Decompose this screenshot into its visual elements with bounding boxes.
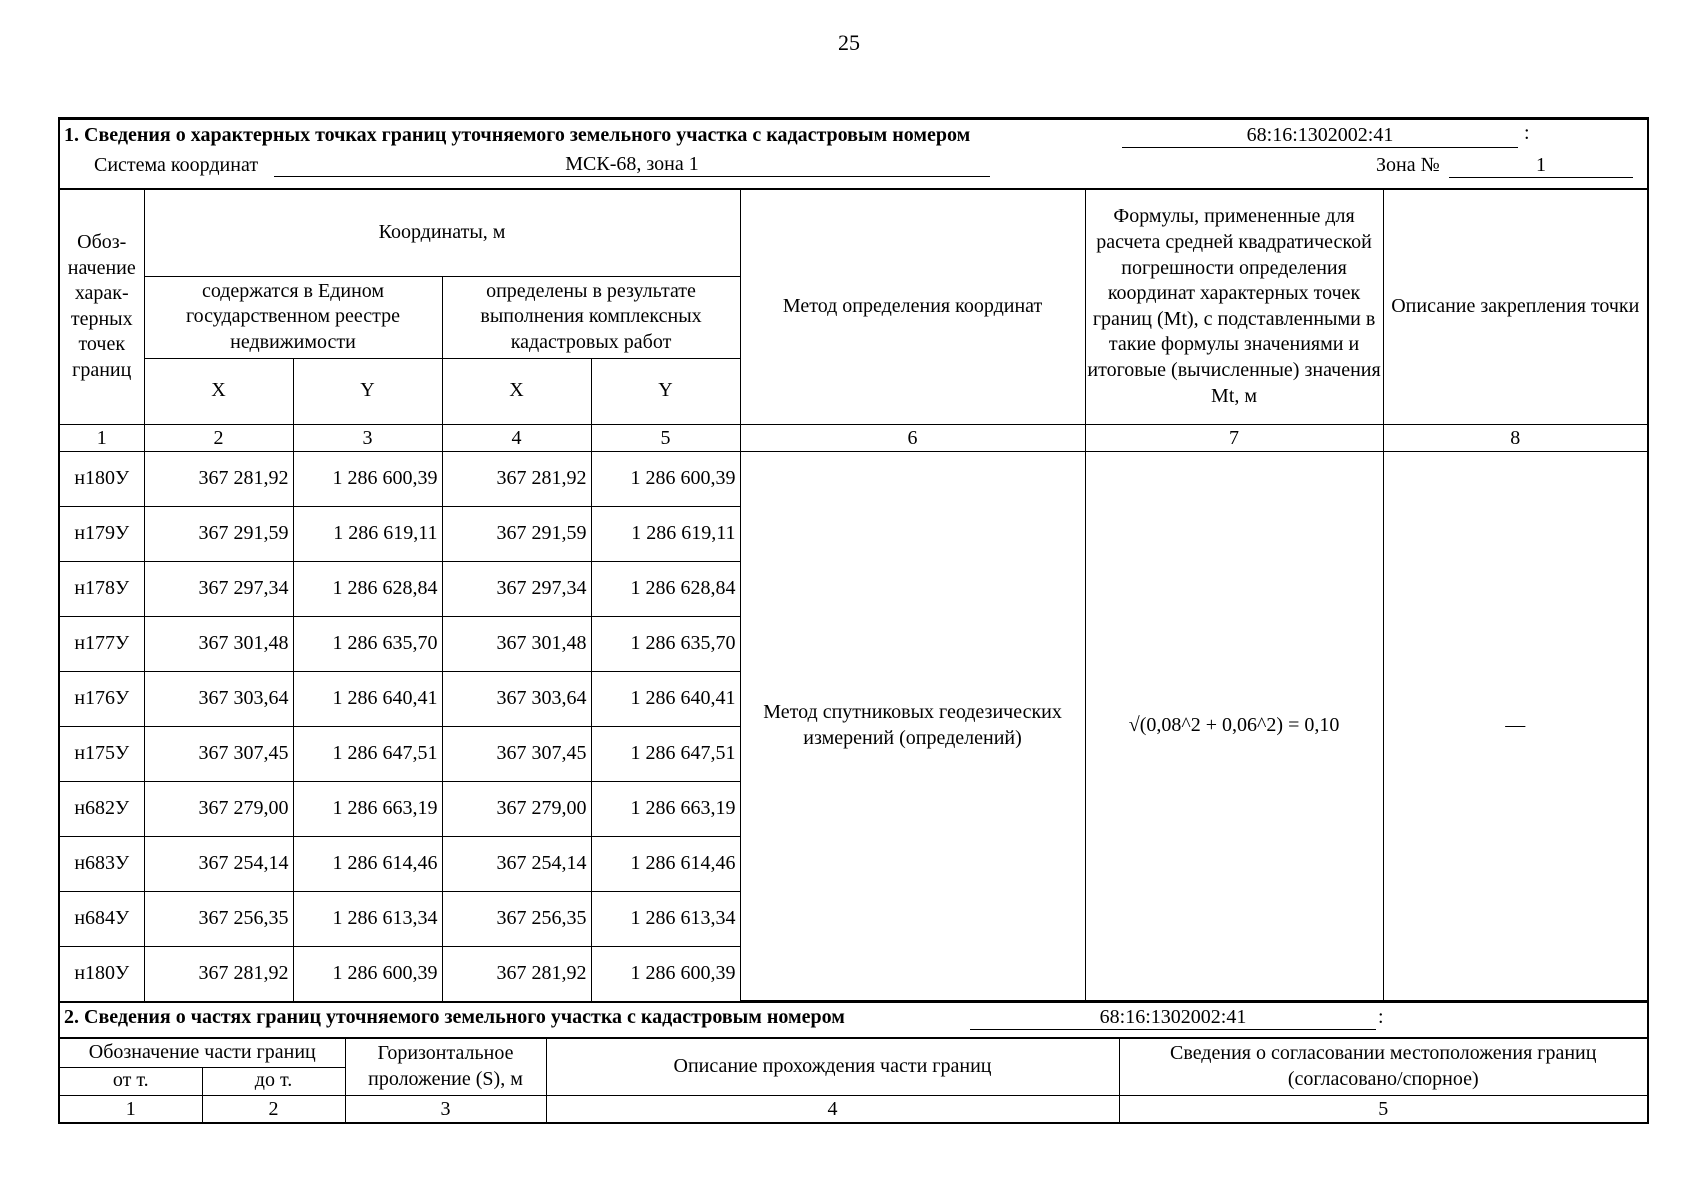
section2-colon: : — [1378, 1006, 1384, 1028]
coord-system-value: МСК-68, зона 1 — [274, 153, 990, 177]
section2-cadastral-number: 68:16:1302002:41 — [970, 1006, 1376, 1030]
header-y-determined: Y — [591, 358, 740, 424]
x-egrn: 367 297,34 — [144, 561, 293, 616]
y-egrn: 1 286 647,51 — [293, 726, 442, 781]
formula-value: √(0,08^2 + 0,06^2) = 0,10 — [1085, 451, 1383, 1001]
x-determined: 367 254,14 — [442, 836, 591, 891]
x-determined: 367 297,34 — [442, 561, 591, 616]
x-determined: 367 291,59 — [442, 506, 591, 561]
y-determined: 1 286 613,34 — [591, 891, 740, 946]
zone-value: 1 — [1449, 154, 1633, 178]
header-horizontal: Горизонтальное проложение (S), м — [345, 1039, 546, 1095]
x-determined: 367 256,35 — [442, 891, 591, 946]
y-determined: 1 286 600,39 — [591, 946, 740, 1001]
fixing-value: — — [1383, 451, 1647, 1001]
y-determined: 1 286 619,11 — [591, 506, 740, 561]
header-fixing: Описание закрепления точки — [1383, 190, 1647, 424]
header-x-egrn: X — [144, 358, 293, 424]
x-egrn: 367 281,92 — [144, 451, 293, 506]
y-egrn: 1 286 614,46 — [293, 836, 442, 891]
y-egrn: 1 286 600,39 — [293, 946, 442, 1001]
column-number: 6 — [740, 424, 1085, 451]
y-determined: 1 286 600,39 — [591, 451, 740, 506]
y-egrn: 1 286 619,11 — [293, 506, 442, 561]
table-row — [60, 451, 1647, 506]
section1-title: 1. Сведения о характерных точках границ уточняемого земельного участка с кадастровым номером — [64, 124, 971, 146]
y-determined: 1 286 640,41 — [591, 671, 740, 726]
column-number: 5 — [591, 424, 740, 451]
point-name: н180У — [60, 946, 144, 1001]
x-egrn: 367 303,64 — [144, 671, 293, 726]
point-name: н175У — [60, 726, 144, 781]
x-determined: 367 307,45 — [442, 726, 591, 781]
section2-title: 2. Сведения о частях границ уточняемого земельного участка с кадастровым номером — [64, 1006, 845, 1028]
y-egrn: 1 286 613,34 — [293, 891, 442, 946]
x-determined: 367 281,92 — [442, 451, 591, 506]
x-egrn: 367 291,59 — [144, 506, 293, 561]
header-x-determined: X — [442, 358, 591, 424]
column-number: 3 — [345, 1095, 546, 1122]
y-egrn: 1 286 635,70 — [293, 616, 442, 671]
y-determined: 1 286 647,51 — [591, 726, 740, 781]
coord-system-label: Система координат — [94, 154, 259, 176]
column-number: 5 — [1119, 1095, 1647, 1122]
y-determined: 1 286 635,70 — [591, 616, 740, 671]
column-number: 4 — [442, 424, 591, 451]
y-egrn: 1 286 628,84 — [293, 561, 442, 616]
x-egrn: 367 301,48 — [144, 616, 293, 671]
column-number: 1 — [60, 1095, 202, 1122]
point-name: н682У — [60, 781, 144, 836]
zone-label: Зона № — [1376, 154, 1440, 176]
section1-header — [60, 120, 1647, 190]
boundary-parts-table — [60, 1039, 1647, 1122]
x-determined: 367 281,92 — [442, 946, 591, 1001]
point-name: н177У — [60, 616, 144, 671]
header-y-egrn: Y — [293, 358, 442, 424]
column-number: 2 — [202, 1095, 345, 1122]
point-name: н179У — [60, 506, 144, 561]
x-determined: 367 279,00 — [442, 781, 591, 836]
header-part-designation: Обозначение части границ — [60, 1039, 345, 1067]
header-point-designation: Обоз-начение харак-терных точек границ — [60, 190, 144, 424]
header-formulas: Формулы, примененные для расчета средней квадратической погрешности определения координат характерных точек границ (Mt), с подставленными в такие формулы значениями и итоговые (вычисленные) значения Mt, м — [1085, 190, 1383, 424]
point-name: н683У — [60, 836, 144, 891]
x-egrn: 367 307,45 — [144, 726, 293, 781]
column-numbers-row — [60, 1095, 1647, 1122]
x-determined: 367 303,64 — [442, 671, 591, 726]
point-name: н684У — [60, 891, 144, 946]
column-number: 7 — [1085, 424, 1383, 451]
column-number: 8 — [1383, 424, 1647, 451]
x-egrn: 367 254,14 — [144, 836, 293, 891]
point-name: н176У — [60, 671, 144, 726]
y-egrn: 1 286 600,39 — [293, 451, 442, 506]
x-determined: 367 301,48 — [442, 616, 591, 671]
column-number: 3 — [293, 424, 442, 451]
boundary-points-table — [60, 190, 1647, 1001]
header-from: от т. — [60, 1067, 202, 1095]
page-number: 25 — [838, 30, 860, 55]
header-to: до т. — [202, 1067, 345, 1095]
column-number: 2 — [144, 424, 293, 451]
x-egrn: 367 279,00 — [144, 781, 293, 836]
boundary-points-form — [58, 117, 1649, 1124]
section1-cadastral-number: 68:16:1302002:41 — [1122, 124, 1518, 148]
method-value: Метод спутниковых геодезических измерений (определений) — [740, 451, 1085, 1001]
header-egrn: содержатся в Едином государственном реестре недвижимости — [144, 276, 442, 358]
y-determined: 1 286 628,84 — [591, 561, 740, 616]
header-description: Описание прохождения части границ — [546, 1039, 1119, 1095]
y-egrn: 1 286 640,41 — [293, 671, 442, 726]
column-number: 4 — [546, 1095, 1119, 1122]
point-name: н178У — [60, 561, 144, 616]
section2-header — [60, 1001, 1647, 1039]
header-determined: определены в результате выполнения комплексных кадастровых работ — [442, 276, 740, 358]
y-egrn: 1 286 663,19 — [293, 781, 442, 836]
header-coordinates: Координаты, м — [144, 190, 740, 276]
section1-colon: : — [1524, 122, 1530, 144]
y-determined: 1 286 614,46 — [591, 836, 740, 891]
x-egrn: 367 281,92 — [144, 946, 293, 1001]
y-determined: 1 286 663,19 — [591, 781, 740, 836]
column-numbers-row — [60, 424, 1647, 451]
header-method: Метод определения координат — [740, 190, 1085, 424]
header-agreement: Сведения о согласовании местоположения границ (согласовано/спорное) — [1119, 1039, 1647, 1095]
x-egrn: 367 256,35 — [144, 891, 293, 946]
column-number: 1 — [60, 424, 144, 451]
point-name: н180У — [60, 451, 144, 506]
